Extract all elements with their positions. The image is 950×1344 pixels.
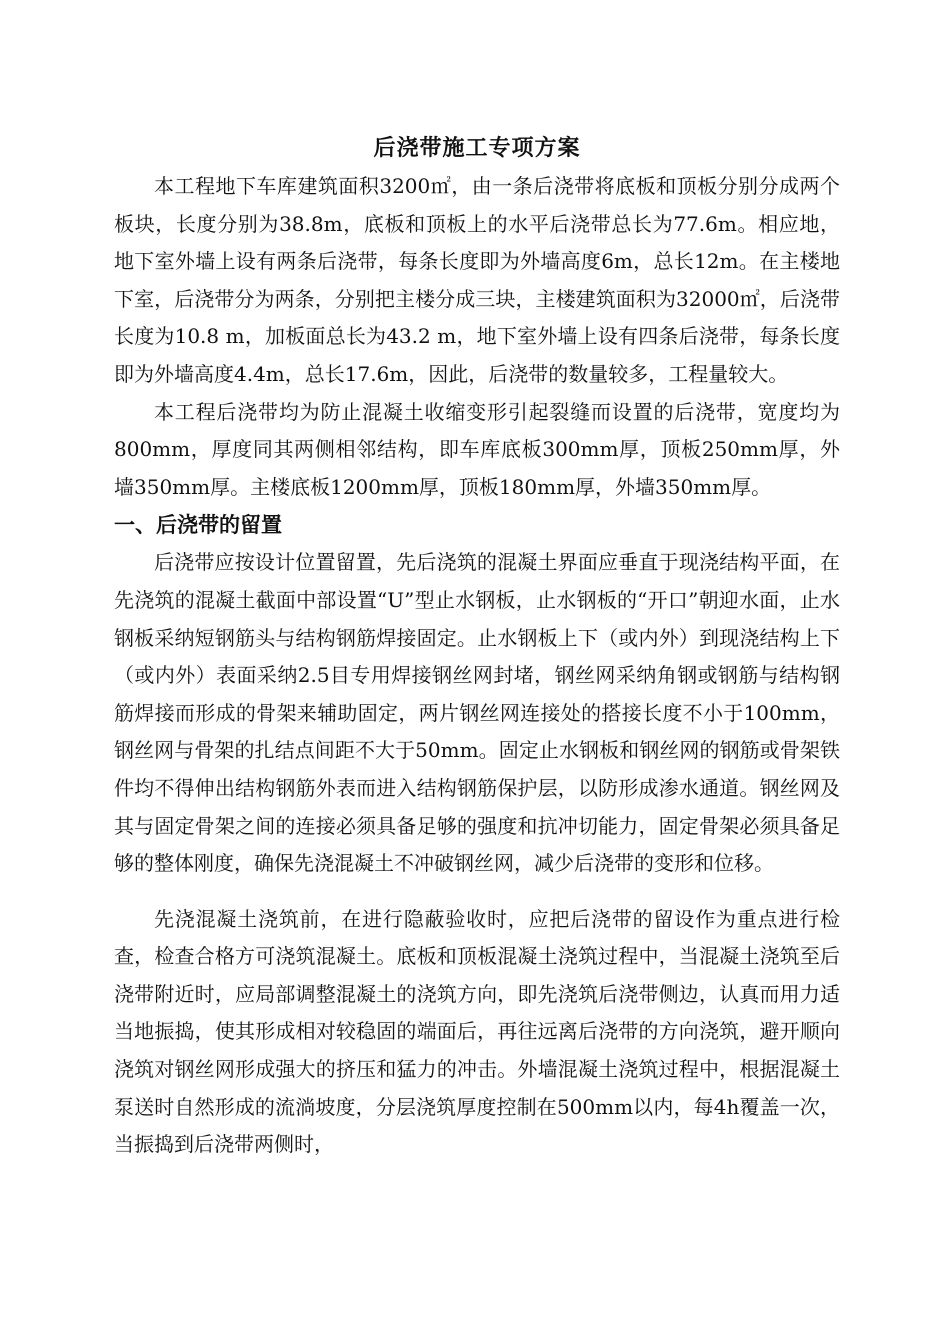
section1-paragraph-1: 后浇带应按设计位置留置，先后浇筑的混凝土界面应垂直于现浇结构平面，在先浇筑的混凝土截面中部设置“U”型止水钢板，止水钢板的“开口”朝迎水面，止水钢板采纳短钢筋头与结构钢筋焊接固定。止水钢板上下（或内外）到现浇结构上下（或内外）表面采纳2.5目专用焊接钢丝网封堵，钢丝网采纳角钢或钢筋与结构钢筋焊接而形成的骨架来辅助固定，两片钢丝网连接处的搭接长度不小于100mm，钢丝网与骨架的扎结点间距不大于50mm。固定止水钢板和钢丝网的钢筋或骨架铁件均不得伸出结构钢筋外表而进入结构钢筋保护层，以防形成渗水通道。钢丝网及其与固定骨架之间的连接必须具备足够的强度和抗冲切能力，固定骨架必须具备足够的整体刚度，确保先浇混凝土不冲破钢丝网，减少后浇带的变形和位移。	[114, 550, 840, 876]
paragraph-gap	[114, 883, 840, 901]
section1-paragraph-2: 先浇混凝土浇筑前，在进行隐蔽验收时，应把后浇带的留设作为重点进行检查，检查合格方可浇筑混凝土。底板和顶板混凝土浇筑过程中，当混凝土浇筑至后浇带附近时，应局部调整混凝土的浇筑方向，即先浇筑后浇带侧边，认真而用力适当地振捣，使其形成相对较稳固的端面后，再往远离后浇带的方向浇筑，避开顺向浇筑对钢丝网形成强大的挤压和猛力的冲击。外墙混凝土浇筑过程中，根据混凝土泵送时自然形成的流淌坡度，分层浇筑厚度控制在500mm以内，每4h覆盖一次，当振捣到后浇带两侧时，	[114, 906, 840, 1157]
document-title: 后浇带施工专项方案	[373, 135, 581, 161]
intro-paragraph-1: 本工程地下车库建筑面积3200㎡，由一条后浇带将底板和顶板分别分成两个板块，长度分别为38.8m，底板和顶板上的水平后浇带总长为77.6m。相应地，地下室外墙上设有两条后浇带，每条长度即为外墙高度6m，总长12m。在主楼地下室，后浇带分为两条，分别把主楼分成三块，主楼建筑面积为32000㎡，后浇带长度为10.8 m，加板面总长为43.2 m，地下室外墙上设有四条后浇带，每条长度即为外墙高度4.4m，总长17.6m，因此，后浇带的数量较多，工程量较大。	[114, 174, 840, 386]
section-heading-1: 一、后浇带的留置	[114, 512, 282, 538]
document-page	[114, 128, 840, 1164]
intro-paragraph-2: 本工程后浇带均为防止混凝土收缩变形引起裂缝而设置的后浇带，宽度均为800mm，厚度同其两侧相邻结构，即车库底板300mm厚，顶板250mm厚，外墙350mm厚。主楼底板1200mm厚，顶板180mm厚，外墙350mm厚。	[114, 399, 840, 499]
